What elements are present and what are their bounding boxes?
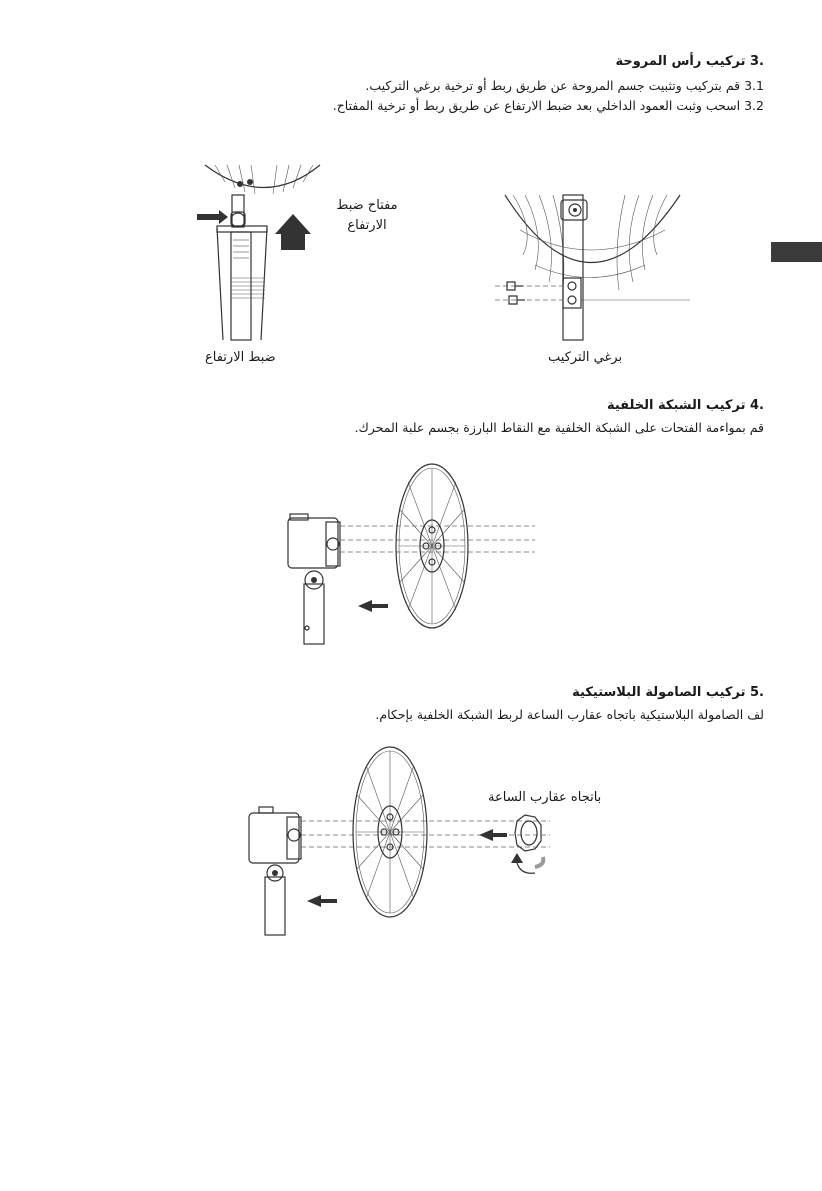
rear-grille-illustration	[280, 460, 540, 650]
section5-heading: .5 تركيب الصامولة البلاستيكية	[572, 685, 764, 700]
mounting-screw-illustration	[495, 190, 690, 340]
section5-instruction: لف الصامولة البلاستيكية باتجاه عقارب الساعة لربط الشبكة الخلفية بإحكام.	[375, 707, 764, 722]
height-key-label-line2: الارتفاع	[347, 218, 387, 233]
section4-heading: .4 تركيب الشبكة الخلفية	[606, 398, 764, 413]
section3-step1: 3.1 قم بتركيب وتثبيت جسم المروحة عن طريق ربط أو ترخية برغي التركيب.	[365, 78, 764, 93]
plastic-nut-illustration	[245, 745, 565, 940]
section3-heading: .3 تركيب رأس المروحة	[615, 54, 764, 69]
chapter-tab	[771, 242, 822, 262]
height-adjust-caption: ضبط الارتفاع	[205, 350, 276, 365]
height-adjust-illustration	[195, 160, 335, 340]
clockwise-label: باتجاه عقارب الساعة	[488, 790, 602, 805]
section3-step2: 3.2 اسحب وثبت العمود الداخلي بعد ضبط الارتفاع عن طريق ربط أو ترخية المفتاح.	[332, 98, 764, 113]
mounting-screw-caption: برغي التركيب	[548, 350, 623, 365]
height-key-label-line1: مفتاح ضبط	[336, 198, 398, 213]
section4-instruction: قم بمواءمة الفتحات على الشبكة الخلفية مع النقاط البارزة بجسم علبة المحرك.	[354, 420, 764, 435]
